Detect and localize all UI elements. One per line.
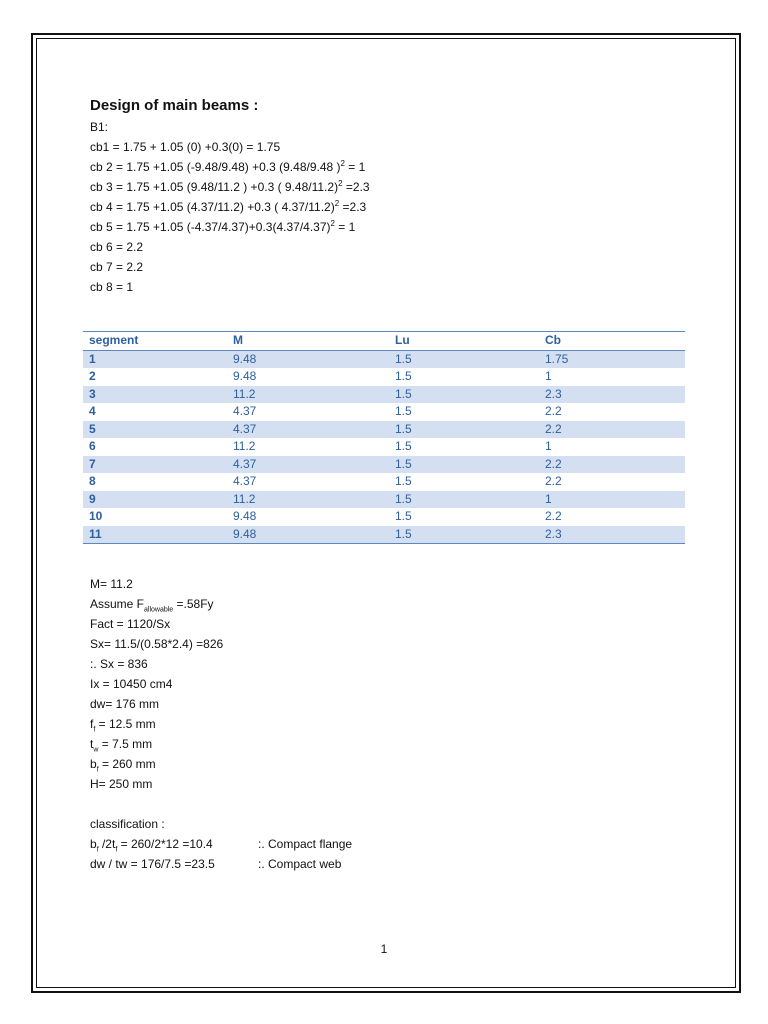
cb2-result: = 1 — [344, 160, 366, 174]
lu-cell: 1.5 — [389, 491, 539, 509]
beam-label: B1: — [90, 120, 109, 134]
bf-text: b — [90, 757, 97, 771]
table-row — [83, 368, 685, 386]
flange-2t: /2t — [98, 837, 116, 851]
tw-subscript: w — [93, 746, 99, 754]
table-row — [83, 473, 685, 491]
cb4-line — [90, 197, 690, 217]
lu-cell: 1.5 — [395, 509, 412, 524]
table-row — [83, 386, 685, 404]
table-header-row — [83, 332, 685, 351]
table-row — [83, 403, 685, 421]
segment-cell: 7 — [83, 456, 227, 474]
tw-value: = 7.5 mm — [98, 737, 153, 751]
segment-table — [83, 331, 685, 544]
m-cell: 9.48 — [233, 369, 257, 384]
table-row — [83, 438, 685, 456]
cb6-line: cb 6 = 2.2 — [90, 240, 144, 254]
tw-line — [90, 734, 690, 754]
flange-check-expression — [90, 834, 258, 854]
page-number: 1 — [380, 942, 388, 956]
cb1-line: cb1 = 1.75 + 1.05 (0) +0.3(0) = 1.75 — [90, 140, 281, 154]
spacer — [90, 794, 690, 814]
segment-cell: 4 — [89, 404, 96, 419]
flange-check-row — [90, 834, 690, 854]
cb-cell: 1.75 — [539, 350, 685, 368]
cb-cell: 2.2 — [545, 474, 562, 489]
m-cell: 4.37 — [233, 474, 257, 489]
bf-subscript: f — [96, 766, 99, 774]
cb2-text: cb 2 = 1.75 +1.05 (-9.48/9.48) +0.3 (9.48/9.48 ) — [90, 160, 341, 174]
m-cell: 11.2 — [227, 386, 389, 404]
lu-cell: 1.5 — [389, 350, 539, 368]
dw-line: dw= 176 mm — [90, 697, 160, 711]
cb7-line: cb 7 = 2.2 — [90, 260, 144, 274]
table-row — [83, 350, 685, 368]
h-line: H= 250 mm — [90, 777, 153, 791]
table-row — [83, 491, 685, 509]
table-row — [83, 456, 685, 474]
table-row — [83, 526, 685, 544]
cb-cell: 1 — [539, 491, 685, 509]
lu-cell: 1.5 — [395, 404, 412, 419]
tw-text: t — [90, 737, 94, 751]
assume-text: Assume F — [90, 597, 145, 611]
classification-label: classification : — [90, 817, 165, 831]
segment-cell: 9 — [83, 491, 227, 509]
cb-cell: 2.3 — [539, 386, 685, 404]
flange-b: b — [90, 837, 97, 851]
m-cell: 9.48 — [233, 509, 257, 524]
segment-cell: 2 — [89, 369, 96, 384]
lu-cell: 1.5 — [389, 526, 539, 544]
sx-result-line: :. Sx = 836 — [90, 657, 148, 671]
cb3-line — [90, 177, 690, 197]
lu-cell: 1.5 — [389, 421, 539, 439]
m-cell: 4.37 — [233, 404, 257, 419]
lu-cell: 1.5 — [395, 439, 412, 454]
cb2-line — [90, 157, 690, 177]
assume-subscript: allowable — [144, 606, 174, 614]
lu-cell: 1.5 — [395, 369, 412, 384]
fact-line: Fact = 1120/Sx — [90, 617, 171, 631]
flange-value: = 260/2*12 =10.4 — [117, 837, 213, 851]
bf-value: = 260 mm — [98, 757, 156, 771]
assume-line — [90, 594, 690, 614]
m-cell: 4.37 — [227, 421, 389, 439]
segment-cell: 11 — [83, 526, 227, 544]
table-row — [83, 508, 685, 526]
segment-cell: 8 — [89, 474, 96, 489]
m-cell: 9.48 — [227, 526, 389, 544]
lu-cell: 1.5 — [389, 456, 539, 474]
segment-cell: 5 — [83, 421, 227, 439]
cb5-line — [90, 217, 690, 237]
m-cell: 9.48 — [227, 350, 389, 368]
cb-cell: 1 — [545, 369, 552, 384]
section-heading: Design of main beams : — [90, 97, 259, 114]
cb3-result: =2.3 — [342, 180, 370, 194]
flange-sub2: f — [115, 846, 118, 854]
cb-cell: 2.2 — [545, 404, 562, 419]
cb3-text: cb 3 = 1.75 +1.05 (9.48/11.2 ) +0.3 ( 9.48/11.2) — [90, 180, 339, 194]
cb-cell: 1 — [545, 439, 552, 454]
table-body — [83, 350, 685, 544]
sx-line: Sx= 11.5/(0.58*2.4) =826 — [90, 637, 224, 651]
web-check-expression: dw / tw = 176/7.5 =23.5 — [90, 857, 215, 871]
m-cell: 11.2 — [227, 491, 389, 509]
cb5-text: cb 5 = 1.75 +1.05 (-4.37/4.37)+0.3(4.37/4.37) — [90, 220, 331, 234]
ff-subscript: f — [93, 726, 96, 734]
lu-cell: 1.5 — [389, 386, 539, 404]
moment-line: M= 11.2 — [90, 577, 133, 591]
lu-cell: 1.5 — [395, 474, 412, 489]
cb5-exponent: 2 — [330, 219, 335, 228]
web-check-result: :. Compact web — [258, 857, 342, 871]
ff-text: f — [90, 717, 94, 731]
cb2-exponent: 2 — [340, 159, 345, 168]
design-section — [90, 96, 690, 297]
segment-cell: 6 — [89, 439, 96, 454]
segment-cell: 10 — [89, 509, 103, 524]
ff-line — [90, 714, 690, 734]
cb-cell: 2.2 — [539, 456, 685, 474]
assume-value: =.58Fy — [173, 597, 214, 611]
header-cb: Cb — [539, 332, 685, 351]
web-check-row — [90, 854, 690, 874]
bf-line — [90, 754, 690, 774]
m-cell: 4.37 — [227, 456, 389, 474]
header-segment: segment — [83, 332, 227, 351]
header-lu: Lu — [389, 332, 539, 351]
header-m: M — [227, 332, 389, 351]
cb4-exponent: 2 — [334, 199, 340, 208]
flange-sub1: f — [96, 846, 99, 854]
cb-cell: 2.2 — [545, 509, 562, 524]
segment-cell: 1 — [83, 350, 227, 368]
cb-cell: 2.2 — [539, 421, 685, 439]
ff-value: = 12.5 mm — [95, 717, 156, 731]
table-row — [83, 421, 685, 439]
m-cell: 11.2 — [233, 439, 256, 454]
cb4-text: cb 4 = 1.75 +1.05 (4.37/11.2) +0.3 ( 4.37/11.2) — [90, 200, 335, 214]
cb4-result: =2.3 — [339, 200, 367, 214]
cb8-line: cb 8 = 1 — [90, 280, 134, 294]
calculation-section — [90, 574, 690, 874]
ix-line: Ix = 10450 cm4 — [90, 677, 173, 691]
cb5-result: = 1 — [334, 220, 356, 234]
segment-cell: 3 — [83, 386, 227, 404]
cb-cell: 2.3 — [539, 526, 685, 544]
cb3-exponent: 2 — [338, 179, 343, 188]
flange-check-result: :. Compact flange — [258, 837, 353, 851]
